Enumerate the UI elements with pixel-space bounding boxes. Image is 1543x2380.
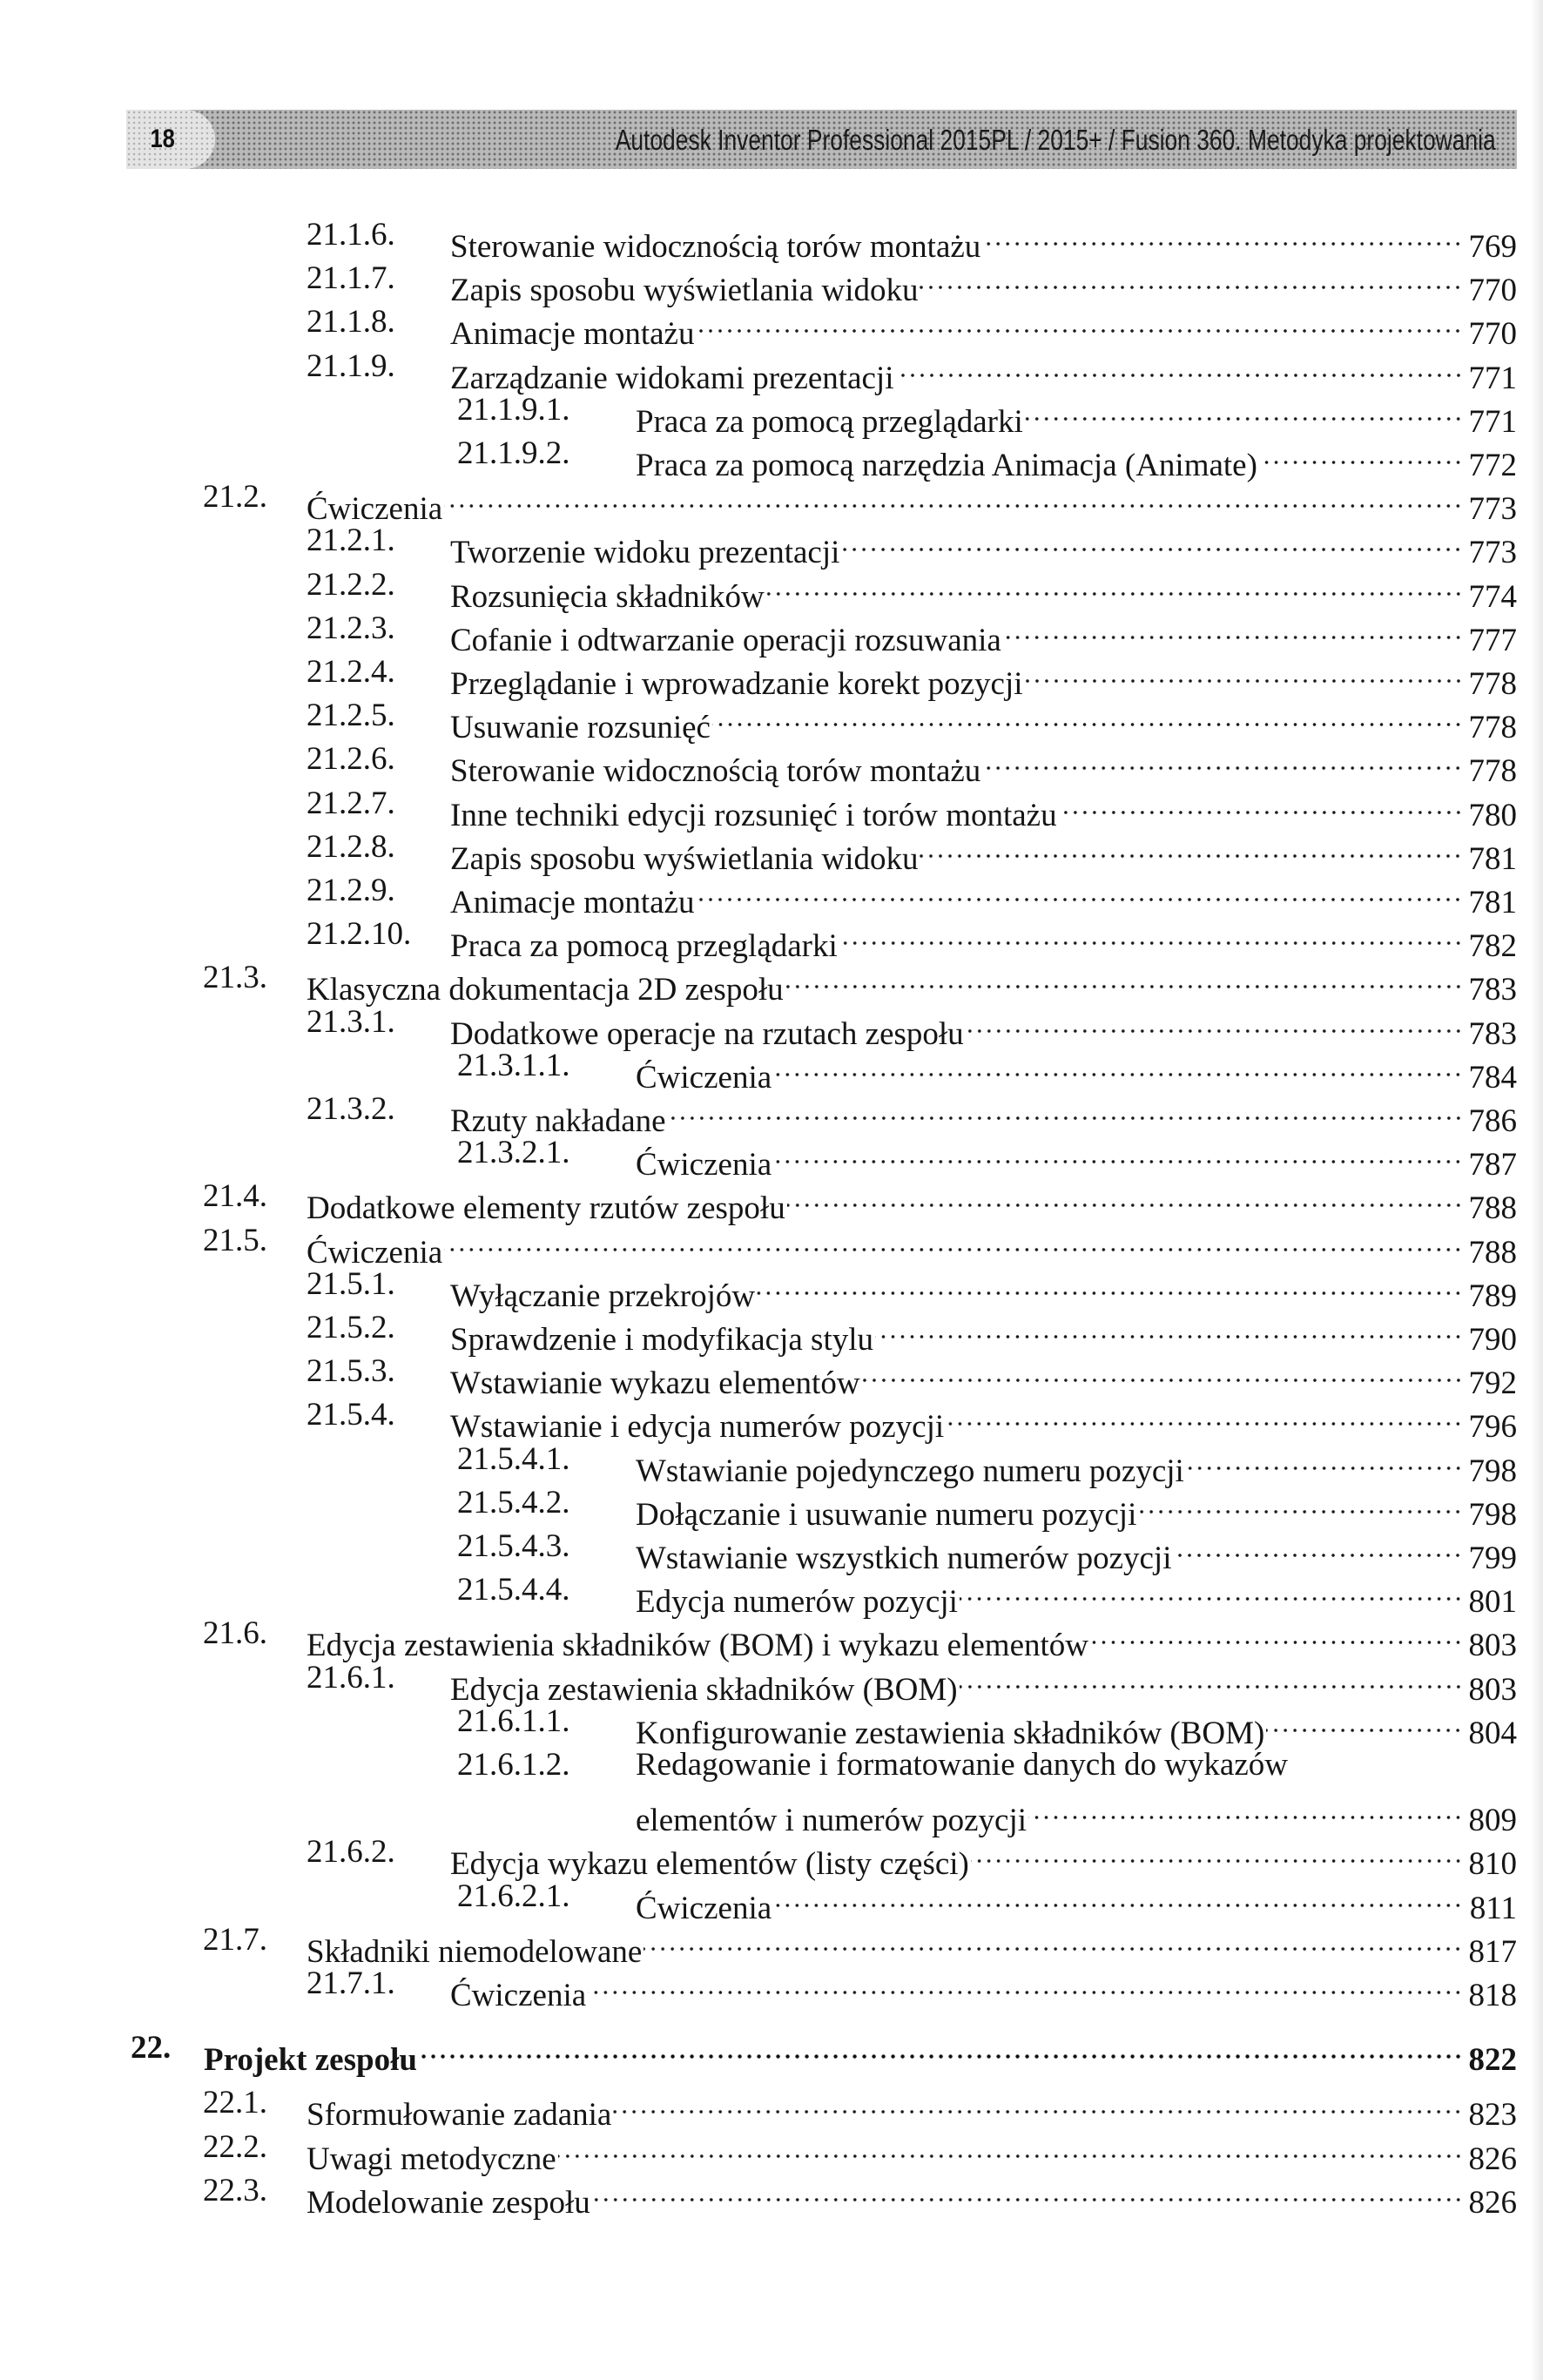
toc-entry-title: Animacje montażu [450,885,695,920]
toc-entry-page: 771 [1468,360,1517,396]
toc-entry-page: 778 [1468,753,1517,790]
toc-entry-title: Tworzenie widoku prezentacji [450,535,840,571]
toc-entry[interactable] [0,257,1543,309]
dot-leader [862,1350,1463,1393]
dot-leader [960,1568,1463,1612]
toc-entry[interactable] [0,1481,1543,1533]
toc-entry-body [204,2026,1517,2082]
toc-entry-number: 21.6. [203,1615,267,1652]
running-title: Autodesk Inventor Professional 2015PL / 2015+ / Fusion 360. Metodyka projektowania [616,124,1496,156]
toc-entry-title: Rozsunięcia składników [450,578,765,615]
dot-leader [1025,651,1463,694]
toc-entry-number: 21.3.2.1. [457,1135,570,1171]
toc-entry-page: 770 [1468,316,1517,353]
toc-entry-title: Sterowanie widocznością torów montażu [450,229,981,265]
toc-entry-number: 21.2.3. [307,610,395,646]
toc-entry-number: 21.5.3. [307,1353,395,1390]
toc-entry[interactable] [0,1044,1543,1096]
toc-entry[interactable] [0,1525,1543,1576]
toc-entry-title: Wstawianie i edycja numerów pozycji [450,1409,945,1446]
toc-entry-page: 774 [1468,578,1517,615]
toc-entry-page: 801 [1468,1584,1517,1621]
toc-entry-page: 798 [1468,1453,1517,1489]
toc-entry[interactable] [0,2081,1543,2134]
toc-entry-number: 21.2.9. [307,873,395,908]
toc-entry-number: 21.2.7. [307,785,395,821]
toc-entry-title: Praca za pomocą przeglądarki [450,928,838,965]
dot-leader [1186,1438,1463,1481]
toc-entry-title: Sformułowanie zadania [307,2097,612,2134]
toc-entry-number: 21.1.7. [307,260,395,297]
dot-leader [1138,1481,1463,1525]
dot-leader [920,826,1463,869]
toc-entry-title: Dodatkowe operacje na rzutach zespołu [450,1015,964,1052]
dot-leader [896,345,1464,388]
toc-entry[interactable] [0,213,1543,265]
toc-entry[interactable] [0,1393,1543,1446]
toc-entry-title: Uwagi metodyczne [307,2141,556,2177]
toc-entry-page: 799 [1468,1541,1517,1576]
toc-entry[interactable] [0,1175,1543,1227]
dot-leader [643,1918,1463,1962]
toc-entry-title: Edycja wykazu elementów (listy części) [450,1846,969,1883]
toc-entry-page: 803 [1468,1671,1517,1708]
dot-leader [787,1175,1463,1218]
toc-entry-title: Edycja numerów pozycji [636,1584,958,1621]
toc-entry-title: Ćwiczenia [636,1147,772,1183]
toc-entry-title: Animacje montażu [450,316,695,353]
toc-entry[interactable] [0,519,1543,571]
toc-entry-number: 21.5.2. [307,1310,395,1345]
toc-entry-number: 21.2.8. [307,828,395,865]
dot-leader [1003,607,1463,651]
toc-entry[interactable] [0,1438,1543,1489]
toc-entry-page: 770 [1468,273,1517,309]
toc-entry-number: 21.5.4.3. [457,1528,570,1564]
toc-entry[interactable] [0,738,1543,790]
page-number: 18 [150,125,176,153]
dot-leader [696,300,1463,344]
toc-entry-page: 804 [1468,1715,1517,1751]
toc-entry-title: Ćwiczenia [636,1890,772,1926]
toc-entry-number: 21.6.1.2. [457,1747,570,1783]
toc-entry-page: 787 [1468,1147,1517,1183]
toc-entry-number: 21.6.2. [307,1834,395,1871]
dot-leader [558,2126,1463,2169]
toc-entry-title: Dołączanie i usuwanie numeru pozycji [636,1496,1137,1533]
toc-entry-page: 788 [1468,1234,1517,1271]
toc-entry[interactable] [0,388,1543,440]
toc-entry-body [636,1743,1288,1787]
toc-entry-number: 21.3.2. [307,1091,395,1127]
toc-entry-title: Ćwiczenia [307,491,443,528]
toc-entry-body [450,1962,1517,2018]
toc-entry-number: 21.6.2.1. [457,1878,570,1914]
toc-entry-number: 21.5.4. [307,1397,395,1433]
toc-entry[interactable] [0,300,1543,353]
toc-entry[interactable] [0,1131,1543,1183]
toc-entry-title: Przeglądanie i wprowadzanie korekt pozycji [450,666,1023,702]
dot-leader [444,475,1463,519]
toc-entry[interactable] [0,607,1543,658]
toc-entry-page: 792 [1468,1365,1517,1402]
toc-entry-title: Cofanie i odtwarzanie operacji rozsuwania [450,622,1001,658]
toc-entry-number: 21.2.10. [307,916,412,953]
toc-entry-number: 21.1.9. [307,347,395,384]
toc-entry-title: Praca za pomocą przeglądarki [636,403,1023,440]
dot-leader [946,1393,1463,1437]
toc-entry[interactable] [0,432,1543,483]
toc-entry-number: 21.2.5. [307,698,395,734]
toc-entry-page: 781 [1468,840,1517,877]
toc-entry-title: Zapis sposobu wyświetlania widoku [450,840,919,877]
toc-entry-page: 823 [1468,2097,1517,2134]
toc-entry-page: 772 [1468,448,1517,483]
toc-entry[interactable] [0,782,1543,833]
toc-entry-number: 21.6.1. [307,1659,395,1696]
toc-entry-page: 782 [1468,928,1517,965]
toc-entry[interactable] [0,1700,1543,1751]
toc-entry[interactable] [0,563,1543,615]
toc-entry[interactable] [0,1612,1543,1664]
toc-entry-number: 21.1.9.2. [457,435,570,471]
toc-entry-page: 796 [1468,1409,1517,1446]
toc-entry-page: 778 [1468,666,1517,702]
toc-entry-title: Zapis sposobu wyświetlania widoku [450,273,919,309]
dot-leader [773,1131,1463,1175]
toc-entry-number: 21.2.4. [307,654,395,690]
dot-leader [982,738,1463,781]
toc-entry-title: Sprawdzenie i modyfikacja stylu [450,1322,874,1358]
dot-leader [982,213,1463,257]
toc-entry[interactable] [0,1962,1543,2013]
toc-entry-title: Projekt zespołu [204,2042,417,2079]
toc-entry[interactable] [0,826,1543,877]
toc-entry[interactable] [0,913,1543,965]
toc-entry[interactable] [0,1219,1543,1271]
toc-entry-number: 21.4. [203,1178,267,1215]
toc-entry[interactable] [0,345,1543,396]
toc-entry-page: 773 [1468,535,1517,571]
toc-entry-number: 21.6.1.1. [457,1702,570,1739]
toc-entry-page: 810 [1468,1846,1517,1883]
toc-entry-number: 21.3.1.1. [457,1047,570,1083]
toc-entry-page: 798 [1468,1496,1517,1533]
dot-leader [712,694,1463,738]
toc-entry[interactable] [0,956,1543,1008]
toc-entry[interactable] [0,1875,1543,1926]
dot-leader [841,519,1463,563]
toc-entry-title: Usuwanie rozsunięć [450,710,711,746]
toc-entry-page: 811 [1469,1890,1517,1926]
toc-entry-title: Wyłączanie przekrojów [450,1278,756,1314]
toc-entry-number: 21.5.4.2. [457,1484,570,1520]
toc-entry-page: 780 [1468,797,1517,833]
toc-entry[interactable] [0,651,1543,702]
toc-entry-title: Inne techniki edycji rozsunięć i torów montażu [450,797,1057,833]
dot-leader [971,1831,1463,1874]
toc-entry[interactable] [0,2169,1543,2221]
toc-entry-page: 778 [1468,710,1517,746]
toc-entry[interactable] [0,1350,1543,1402]
toc-entry-page: 826 [1468,2184,1517,2221]
toc-entry-title: Klasyczna dokumentacja 2D zespołu [307,972,784,1008]
toc-entry-page: 803 [1468,1628,1517,1664]
page-number-badge [126,110,215,169]
toc-entry[interactable] [0,1568,1543,1621]
dot-leader [1259,432,1463,475]
toc-entry-page: 784 [1468,1059,1517,1096]
dot-leader [1025,388,1463,432]
toc-entry[interactable] [0,1001,1543,1052]
toc-entry-number: 21.7. [203,1921,267,1958]
toc-entry-number: 21.1.9.1. [457,391,570,428]
dot-leader [773,1875,1463,1918]
toc-entry-title: Zarządzanie widokami prezentacji [450,360,894,396]
dot-leader [613,2081,1463,2125]
toc-entry-number: 21.5. [203,1222,267,1258]
dot-leader [920,257,1463,300]
toc-entry[interactable] [0,1787,1543,1839]
toc-entry-page: 773 [1468,491,1517,528]
toc-entry-page: 826 [1468,2141,1517,2177]
dot-leader [668,1088,1463,1131]
toc-entry-title: Edycja zestawienia składników (BOM) i wykazu elementów [307,1628,1089,1664]
dot-leader [960,1656,1463,1700]
toc-entry-number: 21.1.8. [307,304,395,340]
dot-leader [1173,1525,1463,1568]
dot-leader [1266,1700,1463,1743]
toc-entry[interactable] [0,869,1543,920]
toc-entry-page: 822 [1468,2042,1517,2079]
dot-leader [839,913,1463,956]
toc-entry[interactable] [0,1918,1543,1970]
toc-entry-title: Ćwiczenia [636,1059,772,1096]
toc-entry-number: 21.2.6. [307,741,395,778]
dot-leader [757,1263,1463,1306]
dot-leader [966,1001,1463,1044]
toc-entry[interactable] [0,1831,1543,1883]
toc-entry-number: 21.5.4.4. [457,1572,570,1608]
toc-entry[interactable] [0,694,1543,746]
toc-entry-page: 817 [1468,1933,1517,1970]
toc-entry-title: Składniki niemodelowane [307,1933,643,1970]
toc-entry[interactable] [0,1306,1543,1358]
toc-entry-page: 783 [1468,972,1517,1008]
toc-entry-title: Modelowanie zespołu [307,2184,590,2221]
dot-leader [1090,1612,1463,1655]
dot-leader [766,563,1463,607]
dot-leader [444,1219,1463,1263]
dot-leader [588,1962,1463,2006]
dot-leader [592,2169,1463,2213]
toc-entry-number: 22.2. [203,2128,267,2165]
toc-entry-title: Edycja zestawienia składników (BOM) [450,1671,958,1708]
toc-entry-number: 21.2.2. [307,566,395,603]
toc-entry[interactable] [0,2026,1543,2079]
toc-entry[interactable] [0,475,1543,528]
toc-entry-number: 21.5.4.1. [457,1440,570,1477]
dot-leader [419,2026,1463,2070]
toc-entry-page: 788 [1468,1190,1517,1227]
toc-entry-page: 783 [1468,1015,1517,1052]
toc-entry-number: 21.3.1. [307,1003,395,1040]
toc-entry-title: elementów i numerów pozycji [636,1803,1028,1839]
dot-leader [1059,782,1463,826]
toc-entry-number: 21.2. [203,479,267,516]
toc-entry[interactable] [0,2126,1543,2177]
toc-entry-page: 771 [1468,403,1517,440]
toc-entry-page: 790 [1468,1322,1517,1358]
toc-entry-page: 777 [1468,622,1517,658]
dot-leader [696,869,1463,913]
toc-entry-title: Ćwiczenia [307,1234,443,1271]
toc-entry-page: 789 [1468,1278,1517,1314]
toc-entry-title: Sterowanie widocznością torów montażu [450,753,981,790]
toc-entry-page: 781 [1468,885,1517,920]
dot-leader [875,1306,1463,1350]
dot-leader [773,1044,1463,1088]
toc-entry-title: Redagowanie i formatowanie danych do wykazów [636,1747,1288,1783]
toc-entry-title: Wstawianie wszystkich numerów pozycji [636,1541,1172,1576]
dot-leader [1028,1787,1463,1831]
toc-entry-page: 769 [1468,229,1517,265]
toc-entry-page: 818 [1468,1978,1517,2013]
toc-entry-number: 21.2.1. [307,523,395,559]
toc-entry-title: Dodatkowe elementy rzutów zespołu [307,1190,785,1227]
toc-entry-title: Ćwiczenia [450,1978,587,2013]
toc-entry[interactable] [0,1743,1543,1787]
toc-entry-page: 809 [1468,1803,1517,1839]
toc-entry-page: 786 [1468,1103,1517,1139]
toc-entry[interactable] [0,1263,1543,1314]
toc-entry[interactable] [0,1088,1543,1139]
toc-entry-number: 21.3. [203,960,267,996]
toc-entry-number: 22.1. [203,2085,267,2121]
toc-entry-number: 21.5.1. [307,1265,395,1302]
toc-entry-number: 21.1.6. [307,217,395,253]
toc-entry-title: Rzuty nakładane [450,1103,666,1139]
toc-entry[interactable] [0,1656,1543,1708]
toc-entry-number: 22. [131,2030,172,2066]
dot-leader [785,956,1463,1000]
toc-entry-title: Wstawianie pojedynczego numeru pozycji [636,1453,1184,1489]
toc-entry-title: Wstawianie wykazu elementów [450,1365,860,1402]
toc-entry-number: 22.3. [203,2172,267,2208]
toc-entry-title: Konfigurowanie zestawienia składników (BOM) [636,1715,1265,1751]
toc-entry-number: 21.7.1. [307,1965,395,2001]
toc-entry-body [307,2169,1517,2225]
toc-entry-title: Praca za pomocą narzędzia Animacja (Animate) [636,448,1257,483]
